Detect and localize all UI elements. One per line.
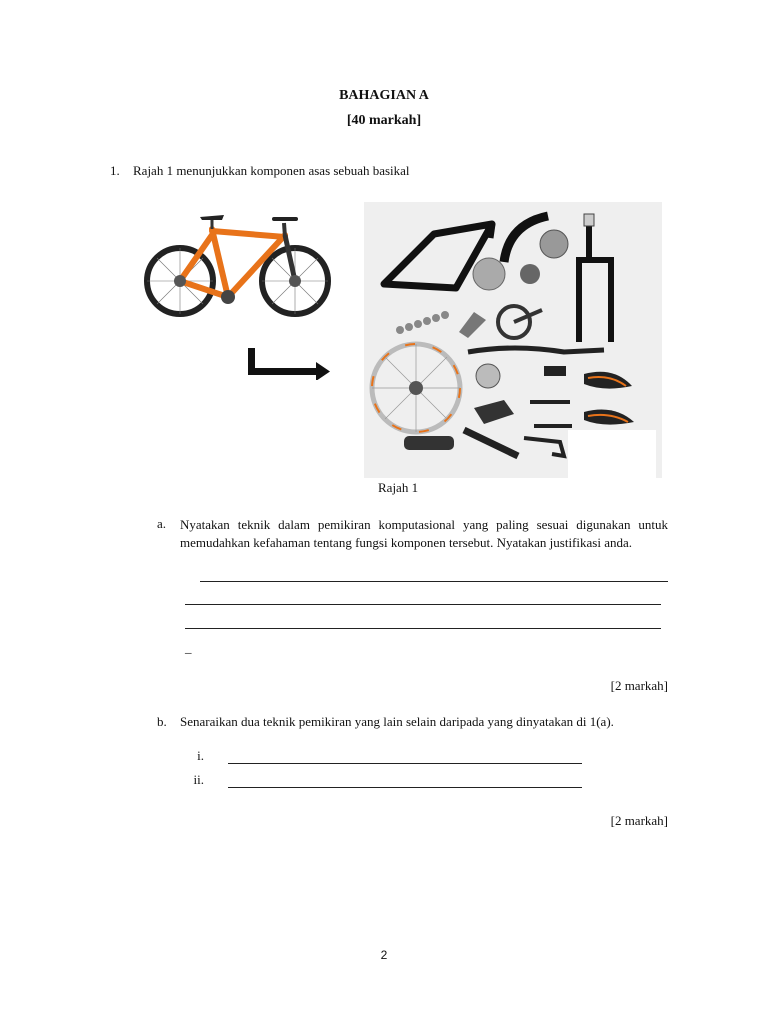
answer-line-b2[interactable] xyxy=(228,787,582,788)
part-a-marks: [2 markah] xyxy=(610,678,668,693)
page-number: 2 xyxy=(380,948,388,962)
section-marks: [40 markah] xyxy=(346,113,422,128)
part-a-question: Nyatakan teknik dalam pemikiran komputasional yang paling sesuai digunakan untuk memudahkan kefahaman tentang fungsi komponen tersebut. Nyatakan justifikasi anda. xyxy=(180,517,668,550)
bicycle-parts-image xyxy=(364,202,662,478)
part-b-label: b. xyxy=(157,714,167,729)
question-number: 1. xyxy=(110,163,120,178)
part-a-label: a. xyxy=(157,516,167,531)
part-b-marks: [2 markah] xyxy=(610,813,668,828)
question-stem: Rajah 1 menunjukkan komponen asas sebuah basikal xyxy=(133,163,410,178)
answer-line-b1[interactable] xyxy=(228,763,582,764)
bicycle-parts-icon xyxy=(364,202,662,478)
answer-line-a2[interactable] xyxy=(185,604,661,605)
answer-line-a3[interactable] xyxy=(185,628,661,629)
part-b-item-ii: ii. xyxy=(193,772,204,787)
part-b-question: Senaraikan dua teknik pemikiran yang lain selain daripada yang dinyatakan di 1(a). xyxy=(180,714,614,729)
part-b-item-i: i. xyxy=(197,748,204,763)
answer-line-a1[interactable] xyxy=(200,581,668,582)
figure-caption: Rajah 1 xyxy=(378,480,419,495)
bicycle-image xyxy=(140,207,336,337)
section-title: BAHAGIAN A xyxy=(339,88,429,103)
bicycle-icon xyxy=(140,207,336,337)
answer-trailing-dash: _ xyxy=(185,640,192,655)
arrow-right-icon xyxy=(246,346,332,380)
